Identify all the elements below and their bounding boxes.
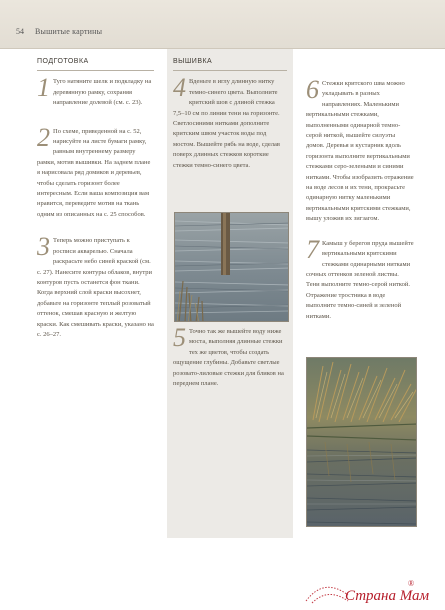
step-4 — [173, 77, 287, 171]
step-number: 3 — [37, 236, 50, 262]
step-text: Вденьте в иглу длинную нитку темно-синего цвета. Выполните критский шов с длиной стежка 7,5–10 см по линии тени на горизонте. Светлосиними нитками дополните критским швом участок воды под мостом. Вышейте рябь на воде, сделав поверх длинных стежков короткие стежки темно-синего цвета. — [173, 78, 281, 169]
step-text: По схеме, приведенной на с. 52, нарисуйте на листе бумаги рамку, равным внутреннему размеру рамки, мотив вышивки. На заднем плане я нарисовала ряд домиков и деревьев, чтобы сделать горизонт более интересным. Если вашa композиция вам нравится, переведите мотив на ткань одним из описанных на с. 25 способов. — [37, 127, 151, 218]
step-7 — [306, 239, 414, 322]
step-text: Стежки критского шва можно укладывать в разных направлениях. Маленькими вертикальными стежками, выполненными одинарной темно-серой ниткой, вышейте силуэты домов. Деревья и кустарник вдоль горизонта выполните вертикальными стежками серо-зелеными и синими нитками. Чтобы изобразить отражение на воде лесов и их тени, прокрасьте одинарную нитку маленькими вертикальными критскими стежками, вышу уложив их зигзагом. — [306, 80, 414, 223]
step-number: 4 — [173, 77, 186, 103]
step-text: Туго натяните шелк и подкладку на деревянную рамку, сохраняя направление долевой (см. с. 23). — [53, 78, 152, 107]
step-number: 1 — [37, 77, 50, 103]
step-number: 2 — [37, 126, 50, 152]
section-heading-embroidery: ВЫШИВКА — [173, 57, 287, 71]
section-heading-preparation: ПОДГОТОВКА — [37, 57, 154, 71]
book-title: Вышитые картины — [35, 27, 103, 36]
watermark-logo-icon — [304, 581, 350, 605]
step-text: Камыш у берегов пруда вышейте вертикальными критскими стежками одинарными нитками сочных оттенков зеленой листвы. Тени выполните темно-серой ниткой. Отражение тростника в воде выполните темно-синей и зеленой нитками. — [306, 239, 414, 320]
page-header — [0, 0, 445, 49]
step-number: 5 — [173, 327, 186, 352]
watermark — [345, 579, 430, 605]
watermark-text: Страна Мам — [345, 588, 430, 604]
step-3 — [37, 236, 154, 340]
page-number: 54 — [16, 27, 24, 36]
embroidery-photo-reeds — [306, 357, 417, 527]
step-text: Точно так же вышейте воду ниже моста, выполняя длинные стежки тех же цветов, чтобы создать ощущение глубины. Добавьте светлые розовато-лиловые стежки для бликов на переднем плане. — [173, 328, 284, 388]
step-1 — [37, 77, 154, 108]
embroidery-photo-water — [174, 212, 289, 322]
column-preparation — [31, 49, 160, 538]
step-text: Теперь можно приступать к росписи акварелью. Сначала раскрасьте небо синей краской (см. с. 27). Нанесите контуры облаков, внутри контуров пусть останется фон ткани. Когда верхний слой краски высохнет, добавьте на горизонте теплый розоватый оттенок, смешав красную и желтую краски. Как смешивать краски, указано на с. 26–27. — [37, 237, 154, 338]
step-2 — [37, 127, 154, 221]
step-6 — [306, 79, 414, 225]
step-number: 7 — [306, 238, 319, 264]
registered-mark: ® — [408, 579, 415, 588]
step-number: 6 — [306, 79, 319, 104]
step-5 — [173, 327, 287, 389]
